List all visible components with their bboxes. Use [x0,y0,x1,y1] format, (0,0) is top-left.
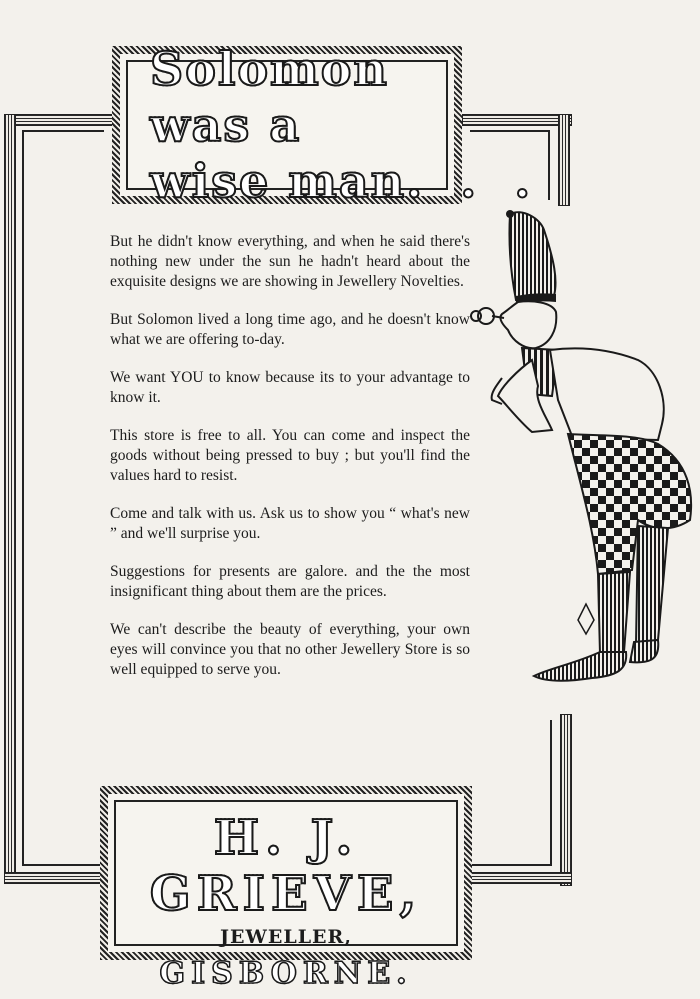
paragraph-1: But he didn't know everything, and when he said there's nothing new under the sun he hadn't heard about the exquisite designs we are showing in Jewellery Novelties. [110,233,470,290]
body-copy [110,232,470,698]
frame-top-left-bar [4,114,114,126]
frame-right-top-bar [558,114,570,206]
paragraph-4: This store is free to all. You can come and inspect the goods without being pressed to buy ; but you'll find the values hard to resist. [110,427,470,484]
jester-head [500,301,556,348]
signature-box [100,786,472,991]
frame-inner-top-right-line [470,130,550,132]
headline-box [112,42,533,208]
jester-shoe-left [534,652,626,681]
jester-illustration [462,200,700,700]
frame-inner-bottom-right-line [472,864,552,866]
jester-left-leg [598,572,630,654]
jester-hat [509,212,555,300]
frame-bottom-right-bar [466,872,572,884]
frame-inner-right-line [548,130,550,200]
merchant-town: GISBORNE. [116,956,456,991]
merchant-trade: JEWELLER, [220,926,352,948]
headline-inner-frame [126,42,533,208]
jester-breeches [568,434,691,574]
frame-right-bottom-bar [560,714,572,886]
frame-top-right-bar [462,114,572,126]
jester-right-leg [636,526,668,644]
frame-inner-right-lower-line [550,720,552,866]
paragraph-6: Suggestions for presents are galore. and the the most insignificant thing about them are the prices. [110,563,470,600]
frame-inner-left-line [22,130,24,866]
paragraph-5: Come and talk with us. Ask us to show you “ what's new ” and we'll surprise you. [110,505,470,542]
frame-bottom-left-bar [4,872,106,884]
paragraph-7: We can't describe the beauty of everything, your own eyes will convince you that no other Jewellery Store is so well equipped to serve you. [110,621,470,678]
headline-line-2: wise man. . . [150,154,533,208]
artist-monogram [578,604,594,634]
frame-inner-top-left-line [22,130,104,132]
signature-inner-frame [114,800,458,991]
headline-line-1: Solomon was a [150,41,446,153]
paragraph-2: But Solomon lived a long time ago, and he doesn't know what we are offering to-day. [110,311,470,348]
frame-inner-bottom-left-line [22,864,102,866]
paragraph-3: We want YOU to know because its to your advantage to know it. [110,369,470,406]
merchant-name: H. J. GRIEVE, [116,810,456,922]
jester-body [550,348,664,440]
frame-left-bar [4,114,16,882]
